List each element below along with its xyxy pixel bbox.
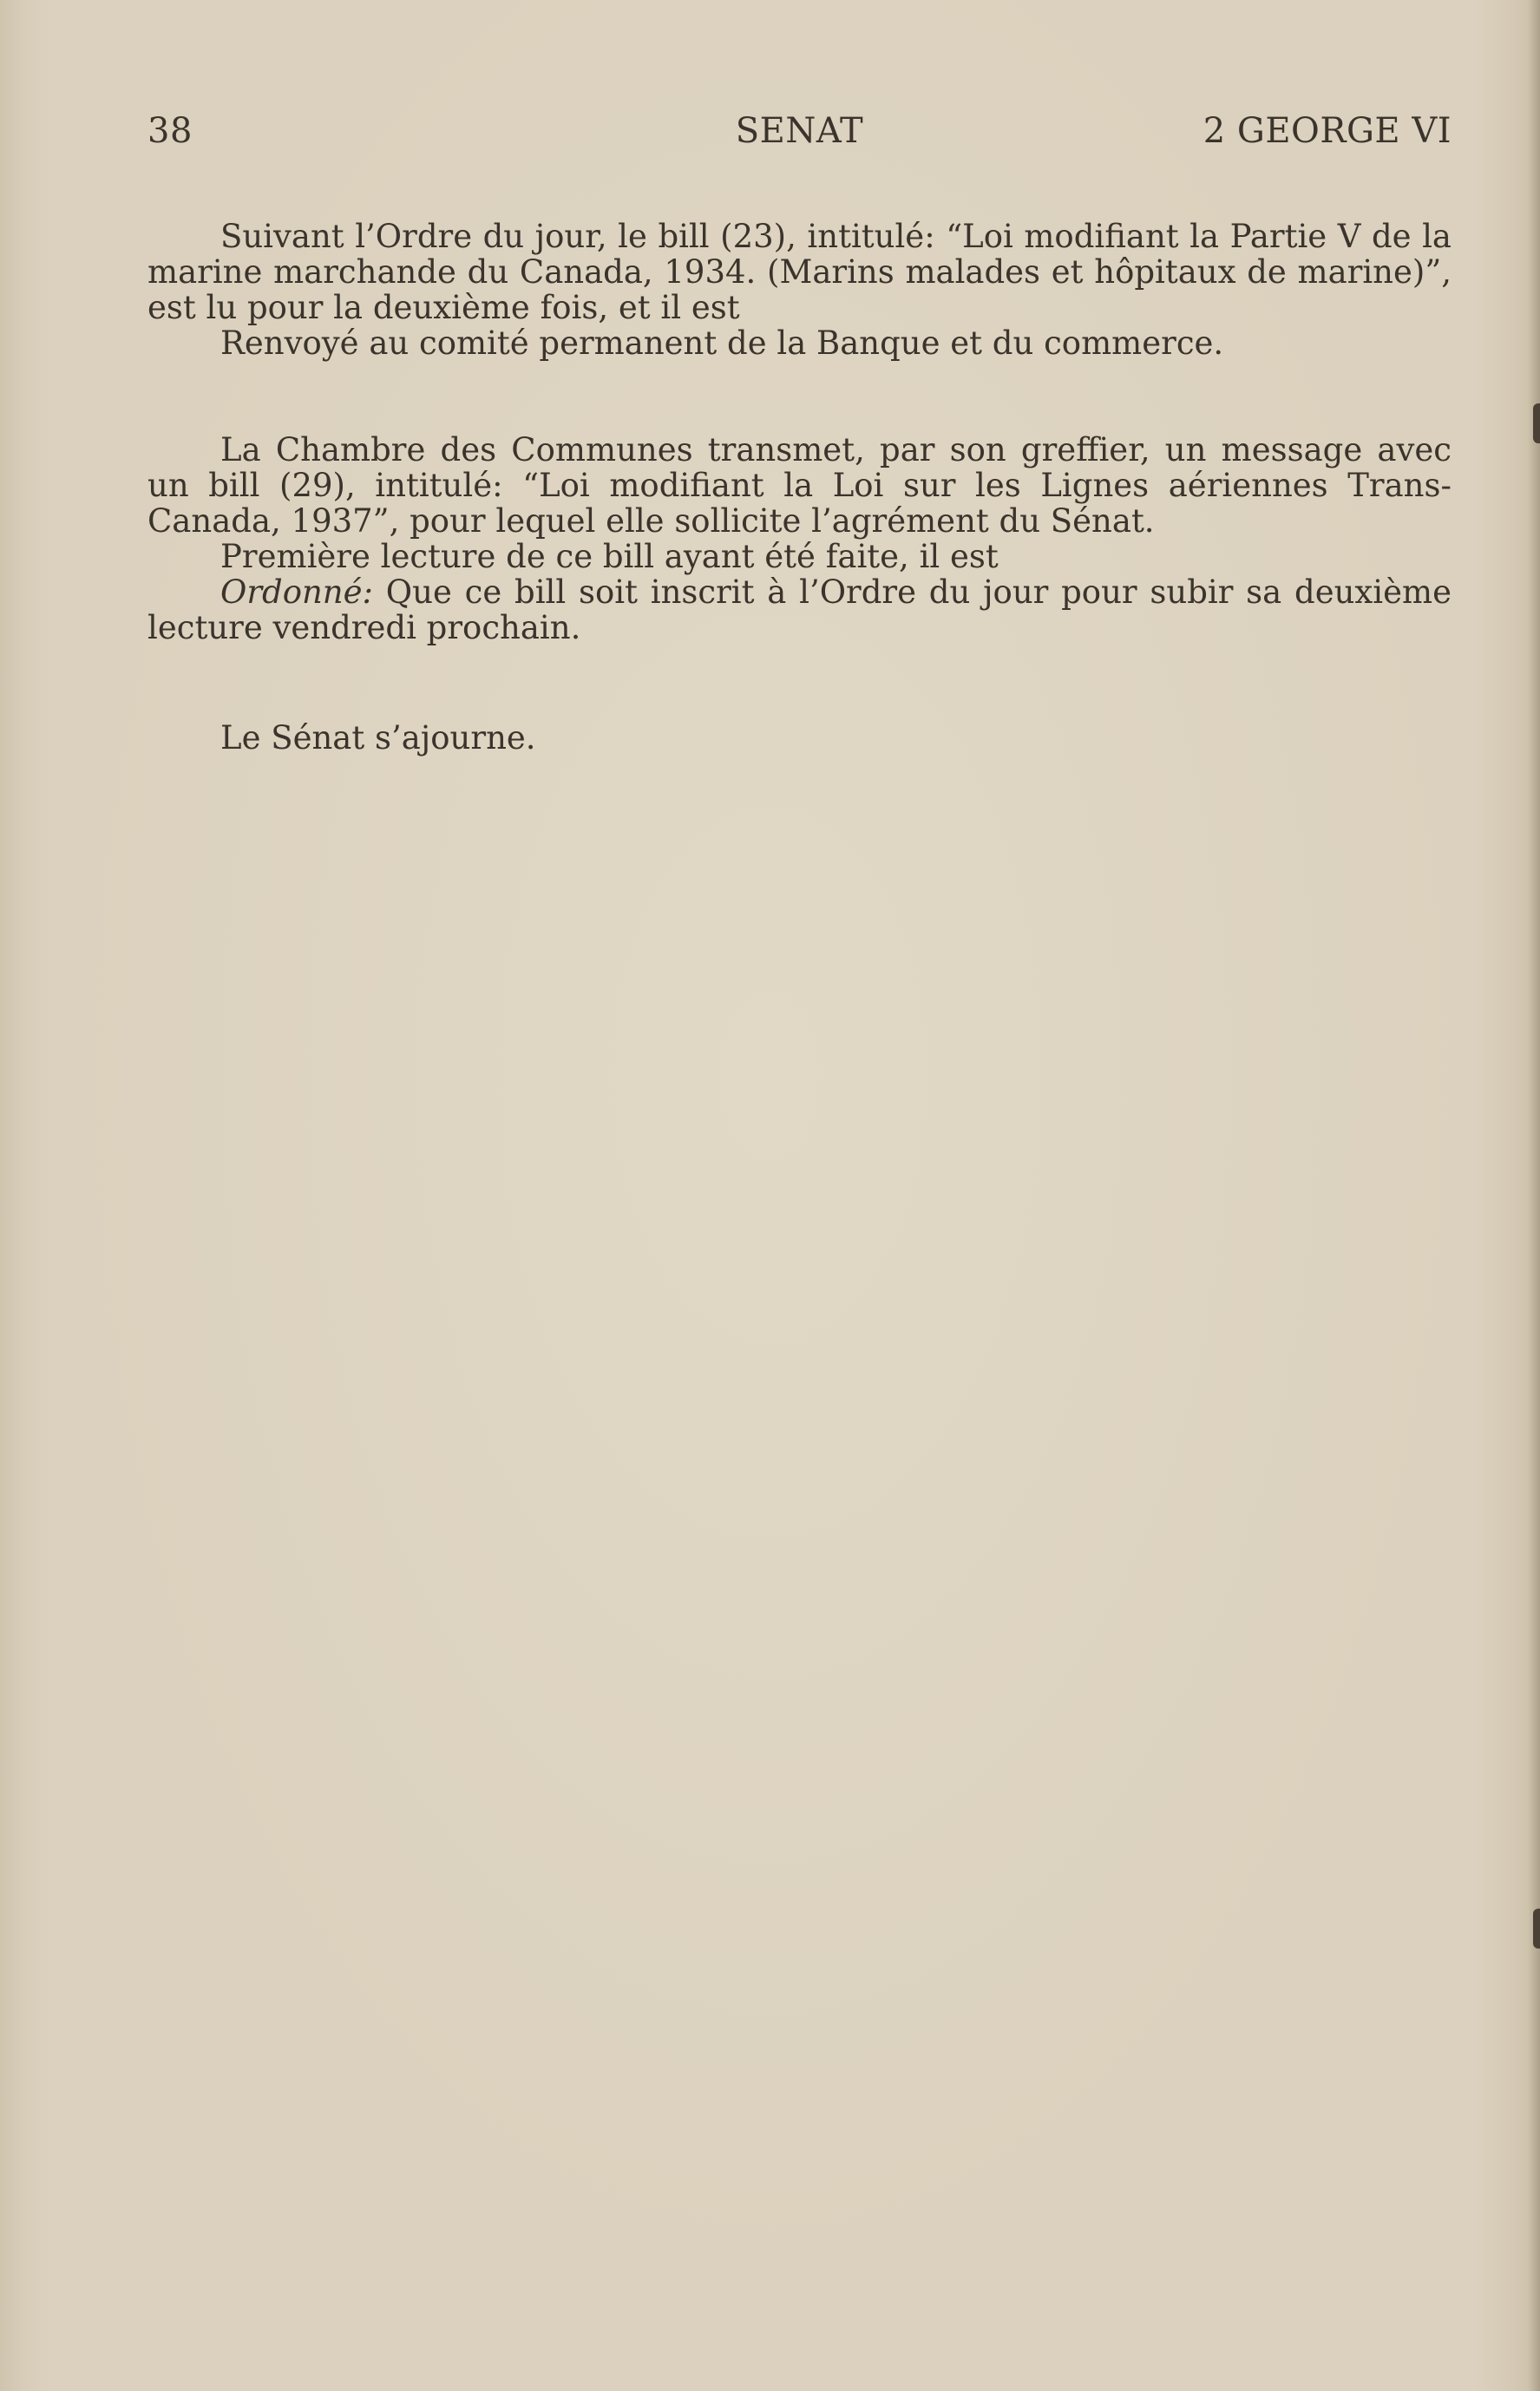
ordered-label: Ordonné: bbox=[220, 573, 374, 611]
page-header bbox=[147, 111, 1452, 154]
page-body bbox=[147, 219, 1452, 756]
paragraph-bill-23: Suivant l’Ordre du jour, le bill (23), intitulé: “Loi modifiant la Partie V de la marine marchande du Canada, 1934. (Marins malades et hôpitaux de marine)”, est lu pour la deuxième fois, et il est bbox=[147, 218, 1452, 326]
page-title: SENAT bbox=[735, 111, 864, 151]
ordered-text: Que ce bill soit inscrit à l’Ordre du jour pour subir sa deuxième lecture vendredi prochain. bbox=[147, 573, 1452, 646]
paragraph-adjourn: Le Sénat s’ajourne. bbox=[220, 719, 536, 757]
binding-mark-top bbox=[1533, 403, 1540, 443]
paragraph-ordered bbox=[147, 574, 1452, 645]
paragraph-first-reading: Première lecture de ce bill ayant été faite, il est bbox=[220, 538, 999, 575]
page-number: 38 bbox=[147, 111, 193, 151]
running-head-reign: 2 GEORGE VI bbox=[1203, 111, 1452, 151]
paragraph-message-commons: La Chambre des Communes transmet, par son greffier, un message avec un bill (29), intitulé: “Loi modifiant la Loi sur les Lignes aériennes Trans-Canada, 1937”, pour lequel elle sollicite l’agrément du Sénat. bbox=[147, 431, 1452, 540]
binding-mark-bottom bbox=[1533, 1909, 1540, 1949]
binding-edge-shadow bbox=[1528, 0, 1540, 2391]
paragraph-referred: Renvoyé au comité permanent de la Banque et du commerce. bbox=[220, 324, 1224, 362]
